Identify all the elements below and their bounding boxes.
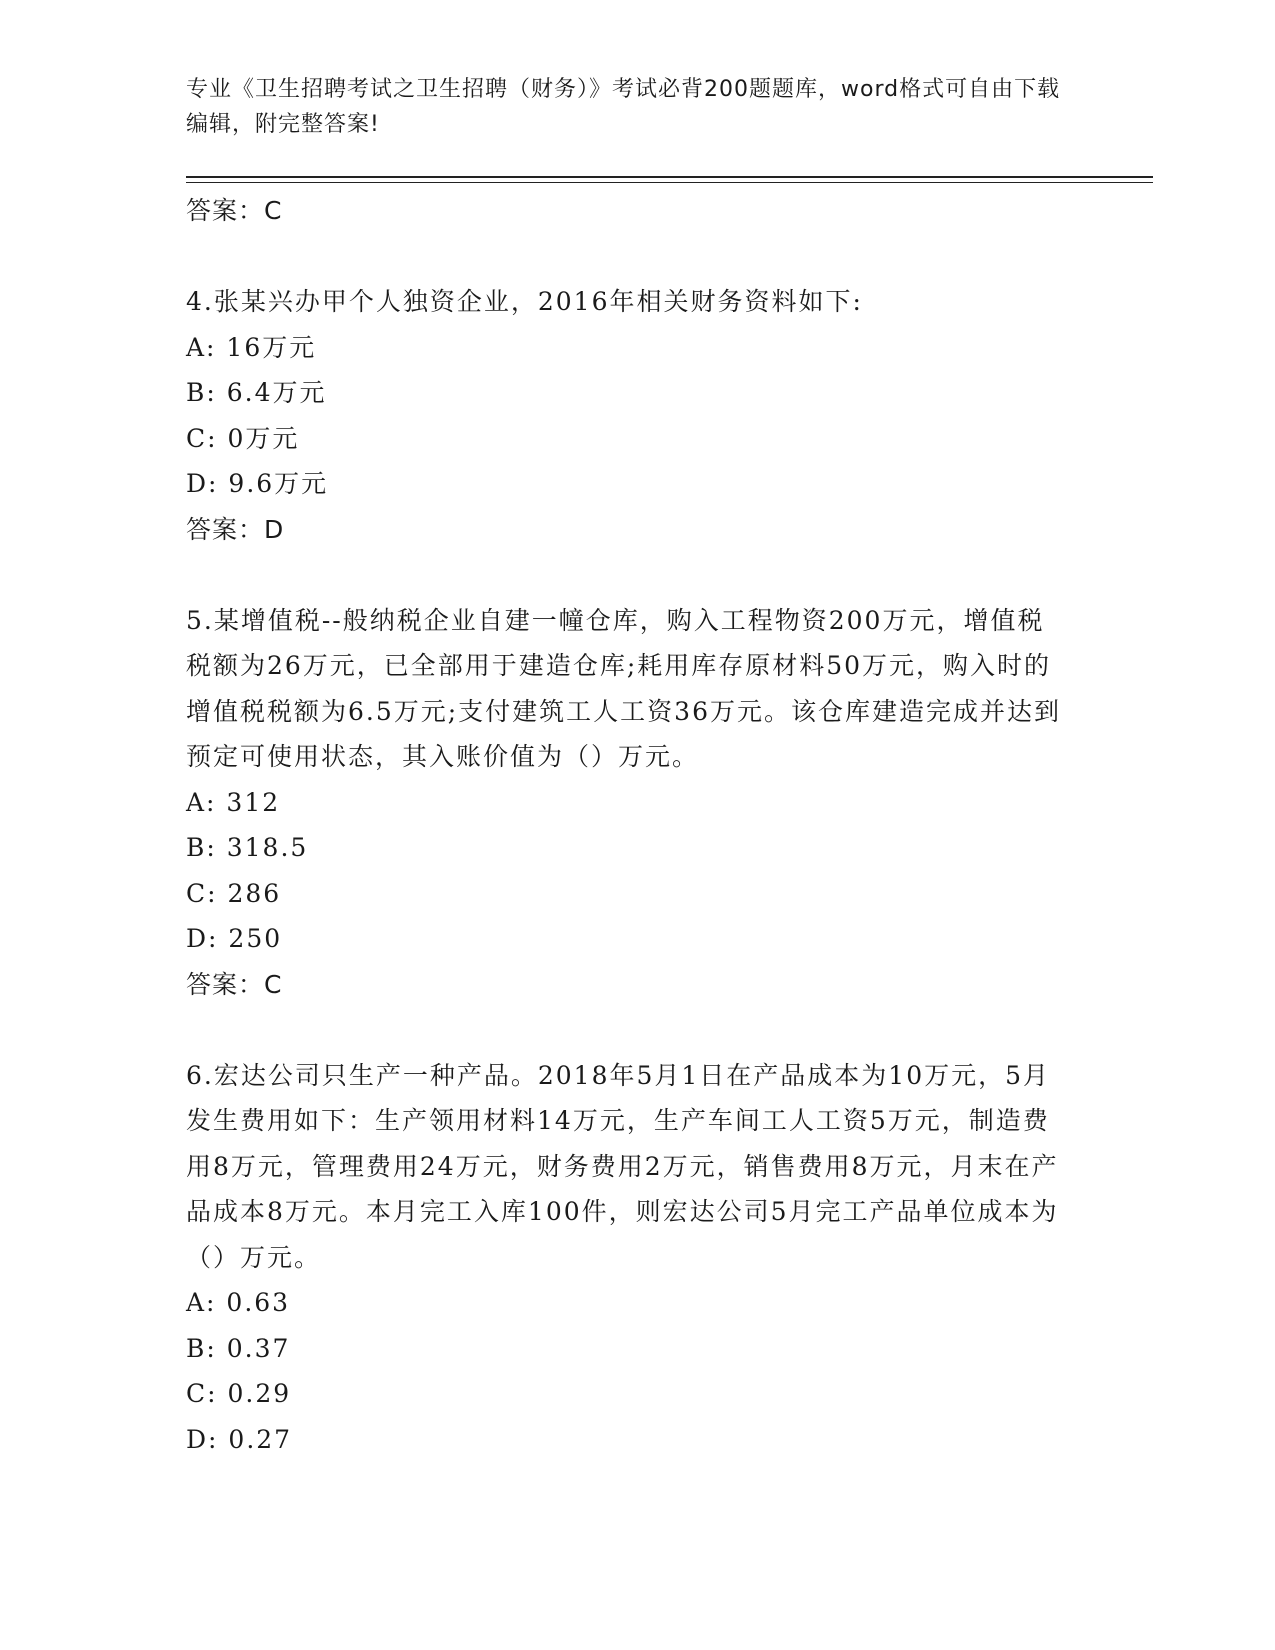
- question-4-option-c: C: 0万元: [186, 423, 300, 453]
- question-5-option-b: B: 318.5: [186, 833, 309, 862]
- question-4-stem: 4.张某兴办甲个人独资企业，2016年相关财务资料如下:: [186, 287, 863, 316]
- question-6-option-d: D: 0.27: [186, 1424, 293, 1454]
- question-list: [186, 188, 1066, 1462]
- question-5-answer: 答案：C: [186, 969, 283, 999]
- question-6-option-b: B: 0.37: [186, 1333, 291, 1363]
- question-4: [186, 279, 1066, 552]
- question-5: [186, 598, 1066, 1007]
- question-6-option-a: A: 0.63: [186, 1288, 291, 1317]
- question-6: [186, 1053, 1066, 1463]
- question-4-option-d: D: 9.6万元: [186, 469, 329, 498]
- question-4-option-a: A: 16万元: [186, 332, 317, 362]
- answer-q3: 答案：C: [186, 196, 283, 225]
- question-5-option-a: A: 312: [186, 787, 281, 817]
- question-4-answer: 答案：D: [186, 514, 285, 544]
- question-5-stem: 5.某增值税--般纳税企业自建一幢仓库，购入工程物资200万元，增值税税额为26万元，已全部用于建造仓库;耗用库存原材料50万元，购入时的增值税税额为6.5万元;支付建筑工人工资36万元。该仓库建造完成并达到预定可使用状态，其入账价值为（）万元。: [186, 605, 1061, 771]
- header-divider-thick: [186, 176, 1153, 178]
- header-divider-thin: [186, 182, 1153, 183]
- document-header: 专业《卫生招聘考试之卫生招聘（财务）》考试必背200题题库，word格式可自由下载编辑，附完整答案!: [186, 77, 1061, 137]
- question-5-option-d: D: 250: [186, 924, 283, 953]
- question-4-option-b: B: 6.4万元: [186, 378, 327, 407]
- question-5-option-c: C: 286: [186, 878, 282, 908]
- question-6-stem: 6.宏达公司只生产一种产品。2018年5月1日在产品成本为10万元，5月发生费用如下：生产领用材料14万元，生产车间工人工资5万元，制造费用8万元，管理费用24万元，财务费用2万元，销售费用8万元，月末在产品成本8万元。本月完工入库100件，则宏达公司5月完工产品单位成本为（）万元。: [186, 1060, 1059, 1272]
- question-6-option-c: C: 0.29: [186, 1379, 292, 1408]
